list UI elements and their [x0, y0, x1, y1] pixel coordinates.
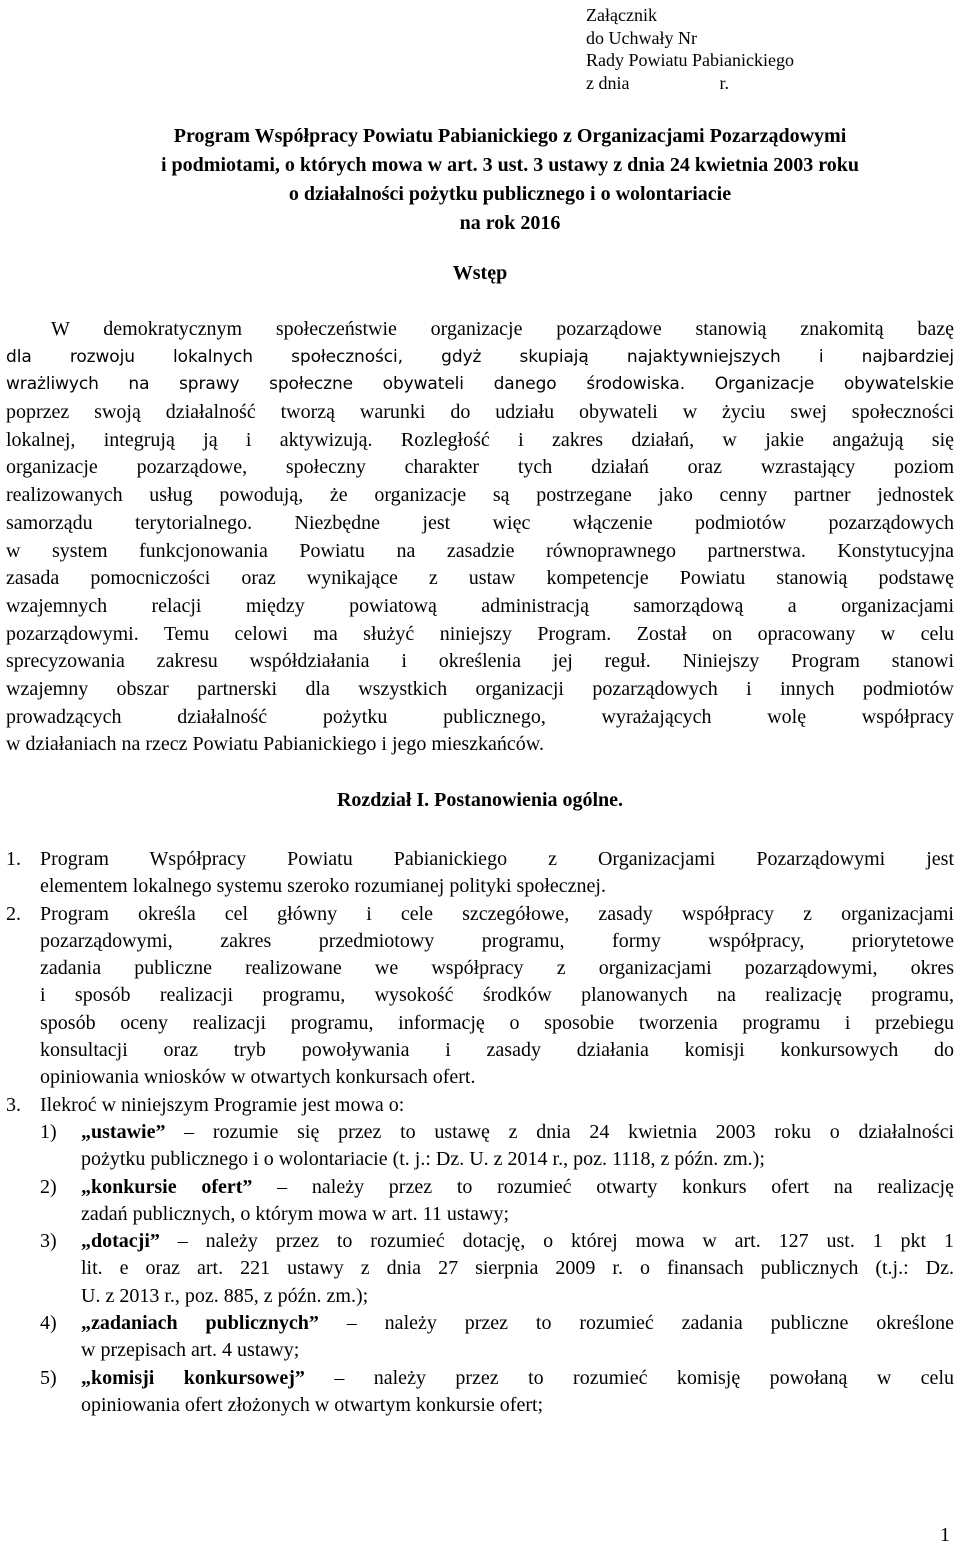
annex-line: Rady Powiatu Pabianickiego [586, 50, 794, 71]
intro-paragraph [6, 316, 954, 759]
paragraph-line: w system funkcjonowania Powiatu na zasadzie równoprawnego partnerstwa. Konstytucyjna [6, 539, 954, 562]
document-title [60, 122, 960, 238]
definition-text: – należy przez to rozumieć dotację, o której mowa w art. 127 ust. 1 pkt 1 [159, 1230, 954, 1253]
definition-line: pożytku publicznego i o wolontariacie (t. j.: Dz. U. z 2014 r., poz. 1118, z późn. zm.); [81, 1148, 765, 1171]
paragraph-line: poprzez swoją działalność tworzą warunki do udziału obywateli w życiu swej społeczności [6, 401, 954, 424]
definition-item-dotacji [6, 1228, 954, 1310]
paragraph-line: sprecyzowania zakresu współdziałania i określenia jej reguł. Niniejszy Program stanowi [6, 650, 954, 673]
definition-line: w przepisach art. 4 ustawy; [81, 1339, 300, 1362]
title-line: o działalności pożytku publicznego i o wolontariacie [288, 183, 732, 205]
item-number: 1. [6, 848, 21, 870]
annex-header [586, 4, 794, 94]
paragraph-line: wzajemnych relacji między powiatową administracją samorządową a organizacjami [6, 594, 954, 617]
paragraph-line: wrażliwych na sprawy społeczne obywateli danego środowiska. Organizacje obywatelskie [6, 374, 954, 395]
list-item [6, 1092, 954, 1119]
list-item [6, 901, 954, 1092]
section-heading-wstep: Wstęp [452, 262, 508, 284]
definition-item-zadaniach-publicznych [6, 1310, 954, 1365]
item-line: konsultacji oraz tryb powoływania i zasady działania komisji konkursowych do [40, 1039, 954, 1062]
title-line: na rok 2016 [459, 212, 561, 234]
definition-text: – rozumie się przez to ustawę z dnia 24 kwietnia 2003 roku o działalności [165, 1120, 954, 1143]
item-line: sposób oceny realizacji programu, informację o sposobie tworzenia programu i przebiegu [40, 1011, 954, 1034]
item-line: elementem lokalnego systemu szeroko rozumianej polityki społecznej. [40, 875, 606, 898]
item-line: zadania publiczne realizowane we współpracy z organizacjami pozarządowymi, okres [40, 957, 954, 980]
subitem-number: 5) [40, 1366, 57, 1389]
definition-term: „dotacji” [81, 1230, 160, 1253]
item-line: Ilekroć w niniejszym Programie jest mowa o: [40, 1093, 405, 1116]
item-number: 3. [6, 1093, 21, 1116]
paragraph-line: w działaniach na rzecz Powiatu Pabianickiego i jego mieszkańców. [6, 733, 544, 756]
paragraph-line: realizowanych usług powodują, że organizacje są postrzegane jako cenny partner jednostek [6, 484, 954, 507]
paragraph-line: zasada pomocniczości oraz wynikające z ustaw kompetencje Powiatu stanowią podstawę [6, 567, 954, 590]
item-line: opiniowania wniosków w otwartych konkursach ofert. [40, 1066, 476, 1089]
paragraph-line: lokalnej, integrują ją i aktywizują. Rozległość i zakres działań, w jakie angażują się [6, 428, 954, 451]
paragraph-line: prowadzących działalność pożytku publicznego, wyrażających wolę współpracy [6, 705, 954, 728]
definition-term: „zadaniach publicznych” [81, 1312, 319, 1335]
paragraph-line: samorządu terytorialnego. Niezbędne jest więc włączenie podmiotów pozarządowych [6, 511, 954, 534]
definition-text: – należy przez to rozumieć zadania publiczne określone [318, 1312, 954, 1335]
list-item [6, 846, 954, 901]
definition-line: U. z 2013 r., poz. 885, z późn. zm.); [81, 1284, 369, 1307]
item-line: Program określa cel główny i cele szczegółowe, zasady współpracy z organizacjami [40, 902, 954, 925]
annex-line: do Uchwały Nr [586, 27, 697, 48]
title-line: Program Współpracy Powiatu Pabianickiego z Organizacjami Pozarządowymi [173, 125, 847, 147]
definition-text: – należy przez to rozumieć otwarty konkurs ofert na realizację [252, 1175, 954, 1198]
definition-text: – należy przez to rozumieć komisję powołaną w celu [304, 1366, 954, 1389]
subitem-number: 2) [40, 1175, 57, 1198]
annex-line: Załącznik [586, 5, 657, 25]
subitem-number: 3) [40, 1230, 57, 1253]
definition-term: „komisji konkursowej” [81, 1366, 305, 1389]
item-line: pozarządowymi, zakres przedmiotowy programu, formy współpracy, priorytetowe [40, 929, 954, 952]
definition-item-ustawie [6, 1119, 954, 1174]
definition-item-konkursie-ofert [6, 1174, 954, 1229]
paragraph-line: organizacje pozarządowe, społeczny charakter tych działań oraz wzrastający poziom [6, 456, 954, 479]
definition-line: lit. e oraz art. 221 ustawy z dnia 27 sierpnia 2009 r. o finansach publicznych (t.j.: Dz. [81, 1257, 954, 1280]
paragraph-line: dla rozwoju lokalnych społeczności, gdyż skupiają najaktywniejszych i najbardziej [6, 346, 954, 367]
page-number: 1 [940, 1524, 950, 1546]
chapter-list [6, 846, 954, 1419]
item-line: i sposób realizacji programu, wysokość środków planowanych na realizację programu, [40, 984, 954, 1007]
paragraph-line: pozarządowymi. Temu celowi ma służyć niniejszy Program. Został on opracowany w celu [6, 622, 954, 645]
item-number: 2. [6, 902, 21, 925]
paragraph-line: wzajemny obszar partnerski dla wszystkich organizacji pozarządowych i innych podmiotów [6, 677, 954, 700]
definition-term: „konkursie ofert” [81, 1175, 253, 1198]
paragraph-line: W demokratycznym społeczeństwie organizacje pozarządowe stanowią znakomitą bazę [51, 318, 954, 340]
title-line: i podmiotami, o których mowa w art. 3 ust. 3 ustawy z dnia 24 kwietnia 2003 roku [161, 154, 859, 176]
definition-line: opiniowania ofert złożonych w otwartym konkursie ofert; [81, 1393, 544, 1416]
definition-item-komisji-konkursowej [6, 1365, 954, 1420]
subitem-number: 4) [40, 1312, 57, 1335]
subitem-number: 1) [40, 1120, 57, 1143]
annex-line: z dnia r. [586, 72, 729, 93]
definition-line: zadań publicznych, o którym mowa w art. 11 ustawy; [81, 1202, 510, 1225]
chapter-heading: Rozdział I. Postanowienia ogólne. [336, 789, 624, 811]
definition-term: „ustawie” [81, 1120, 166, 1143]
item-line: Program Współpracy Powiatu Pabianickiego z Organizacjami Pozarządowymi jest [40, 848, 954, 870]
